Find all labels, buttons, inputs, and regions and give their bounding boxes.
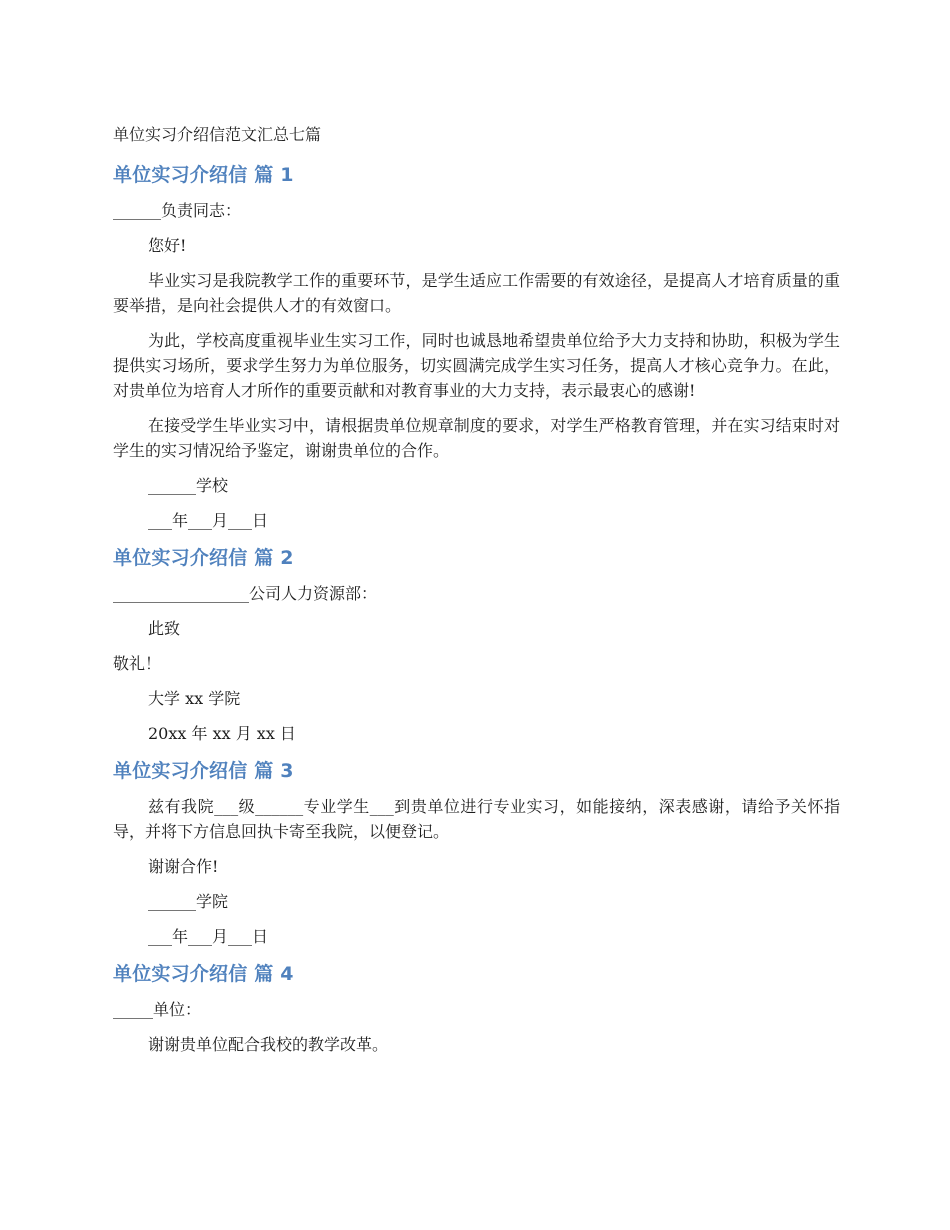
salutation: _____单位：	[113, 1000, 202, 1019]
signature-school: 大学 xx 学院	[148, 689, 241, 708]
signature-date: 20xx 年 xx 月 xx 日	[148, 724, 296, 743]
section-heading-4: 单位实习介绍信 篇 4	[113, 963, 294, 985]
document-title: 单位实习介绍信范文汇总七篇	[113, 125, 322, 144]
document-body	[113, 122, 840, 1067]
thanks: 谢谢合作!	[148, 857, 219, 876]
signature-date: ___年___月___日	[148, 927, 269, 946]
body-paragraph: 为此，学校高度重视毕业生实习工作，同时也诚恳地希望贵单位给予大力支持和协助，积极为学生提供实习场所，要求学生努力为单位服务，切实圆满完成学生实习任务，提高人才核心竞争力。在此，对贵单位为培育人才所作的重要贡献和对教育事业的大力支持，表示最衷心的感谢!	[113, 331, 840, 400]
body-paragraph: 在接受学生毕业实习中，请根据贵单位规章制度的要求，对学生严格教育管理，并在实习结束时对学生的实习情况给予鉴定，谢谢贵单位的合作。	[113, 416, 840, 460]
salutation: ______负责同志：	[113, 201, 242, 220]
section-heading-3: 单位实习介绍信 篇 3	[113, 760, 294, 782]
signature-date: ___年___月___日	[148, 511, 269, 530]
body-paragraph: 毕业实习是我院教学工作的重要环节，是学生适应工作需要的有效途径，是提高人才培育质量的重要举措，是向社会提供人才的有效窗口。	[113, 271, 840, 315]
greeting: 您好!	[148, 236, 187, 255]
section-heading-2: 单位实习介绍信 篇 2	[113, 547, 294, 569]
signature-school: ______学院	[148, 892, 229, 911]
salutation: _________________公司人力资源部：	[113, 584, 378, 603]
signature-school: ______学校	[148, 476, 229, 495]
body-paragraph: 兹有我院___级______专业学生___到贵单位进行专业实习，如能接纳，深表感谢，请给予关怀指导，并将下方信息回执卡寄至我院，以便登记。	[113, 797, 840, 841]
closing: 此致	[148, 619, 181, 638]
section-heading-1: 单位实习介绍信 篇 1	[113, 164, 294, 186]
body-paragraph: 谢谢贵单位配合我校的教学改革。	[148, 1035, 389, 1054]
closing-regards: 敬礼！	[113, 654, 162, 673]
